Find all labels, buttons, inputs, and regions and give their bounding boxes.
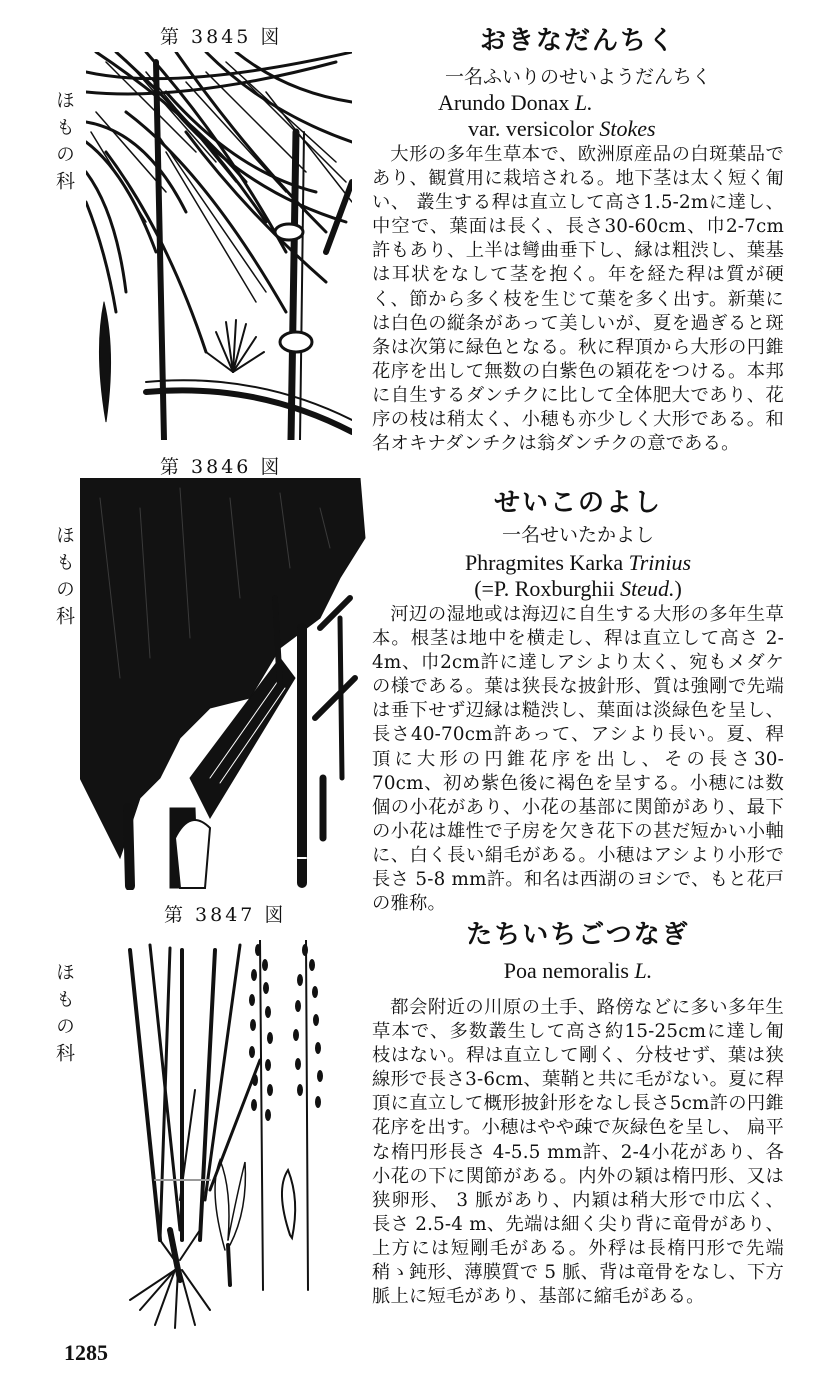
illustration-arundo-donax-icon [86,52,352,440]
illustration-phragmites-karka-icon [80,478,370,890]
entry-description: 大形の多年生草本で、欧洲原産品の白斑葉品であり、観賞用に栽培される。地下茎は太く短く匍い、 叢生する稈は直立して高さ1.5-2mに達し、中空で、葉面は長く、長さ30-60cm、巾2-7cm許もあり、上半は彎曲垂下し、縁は粗渋し、葉基は耳状をなして茎を抱く。年を経た稈は質が硬く、節から多く枝を生じて葉を多く出す。新葉には白色の縦条があって美しいが、夏を過ぎると斑条は次第に緑色となる。秋に稈頂から大形の円錐花序を出して無数の白紫色の穎花をつける。本邦に自生するダンチクに比して全体肥大であり、花序の枝は稍太く、小穂も亦少しく大形である。和名オキナダンチクは翁ダンチクの意である。 [372,144,784,455]
entry-description: 河辺の湿地或は海辺に自生する大形の多年生草本。根茎は地中を横走し、稈は直立して高さ 2-4m、巾2cm許に達しアシより太く、宛もメダケの様である。葉は狭長な披針形、質は強剛で先端は垂下せず辺縁は糙渋し、葉面は淡緑色を呈し、長さ40-70cm許あって、アシより長い。夏、稈頂に大形の円錐花序を出し、その長さ30-70cm、初め紫色後に褐色を呈する。小穂には数個の小花があり、小花の基部に関節があり、最下の小花は雄性で子房を欠き花下の甚だ短かい小軸に、白く長い絹毛がある。小穂はアシより小形で長さ 5-8 mm許。和名は西湖のヨシで、もと花戸の雅称。 [372,604,784,915]
family-label: ほもの科 [53,962,75,1070]
illustration-poa-nemoralis-icon [120,940,340,1330]
entry-seikonoyoshi [372,486,784,916]
scientific-synonym: (=P. Roxburghii Steud.) [474,576,682,601]
scientific-name: Phragmites Karka Trinius [464,550,692,575]
entry-okinadanchiku [372,24,784,456]
entry-description: 都会附近の川原の土手、路傍などに多い多年生草本で、多数叢生して高さ約15-25cmに達し匍枝はない。稈は直立して剛く、分枝せず、葉は狭線形で長さ3-6cm、葉鞘と共に毛がない。夏に稈頂に直立して概形披針形をなし長さ5cm許の円錐花序を出す。小穂はやや疎で灰緑色を呈し、 扁平な楕円形長さ 4-5.5 mm許、2-4小花があり、各小花の下に関節がある。内外の穎は楕円形、又は狭卵形、 3 脈があり、内穎は稍大形で巾広く、 長さ 2.5-4 m、先端は細く尖り背に竜骨があり、上方には短剛毛がある。外稃は長楕円形で先端稍ゝ鈍形、薄膜質で 5 脈、背は竜骨をなし、下方脈上に短毛があり、基部に縮毛がある。 [372,997,784,1308]
entry-tachiichigotsunagi [372,918,784,1309]
scientific-name: Arundo Donax L. [438,90,593,115]
entry-alias: 一名ふいりのせいようだんちく [444,66,711,88]
figure-label-3846: 第 3846 図 [160,456,283,478]
entry-title: おきなだんちく [479,26,676,56]
family-label: ほもの科 [53,525,75,633]
figure-label-3845: 第 3845 図 [160,26,283,48]
entry-title: たちいちごつなぎ [466,920,690,950]
entry-title: せいこのよし [493,488,662,518]
page-number: 1285 [64,1340,108,1365]
scientific-variety: var. versicolor Stokes [468,116,656,141]
entry-alias: 一名せいたかよし [501,524,654,546]
family-label: ほもの科 [53,90,75,198]
figure-label-3847: 第 3847 図 [164,904,287,926]
scientific-name: Poa nemoralis L. [503,958,653,983]
